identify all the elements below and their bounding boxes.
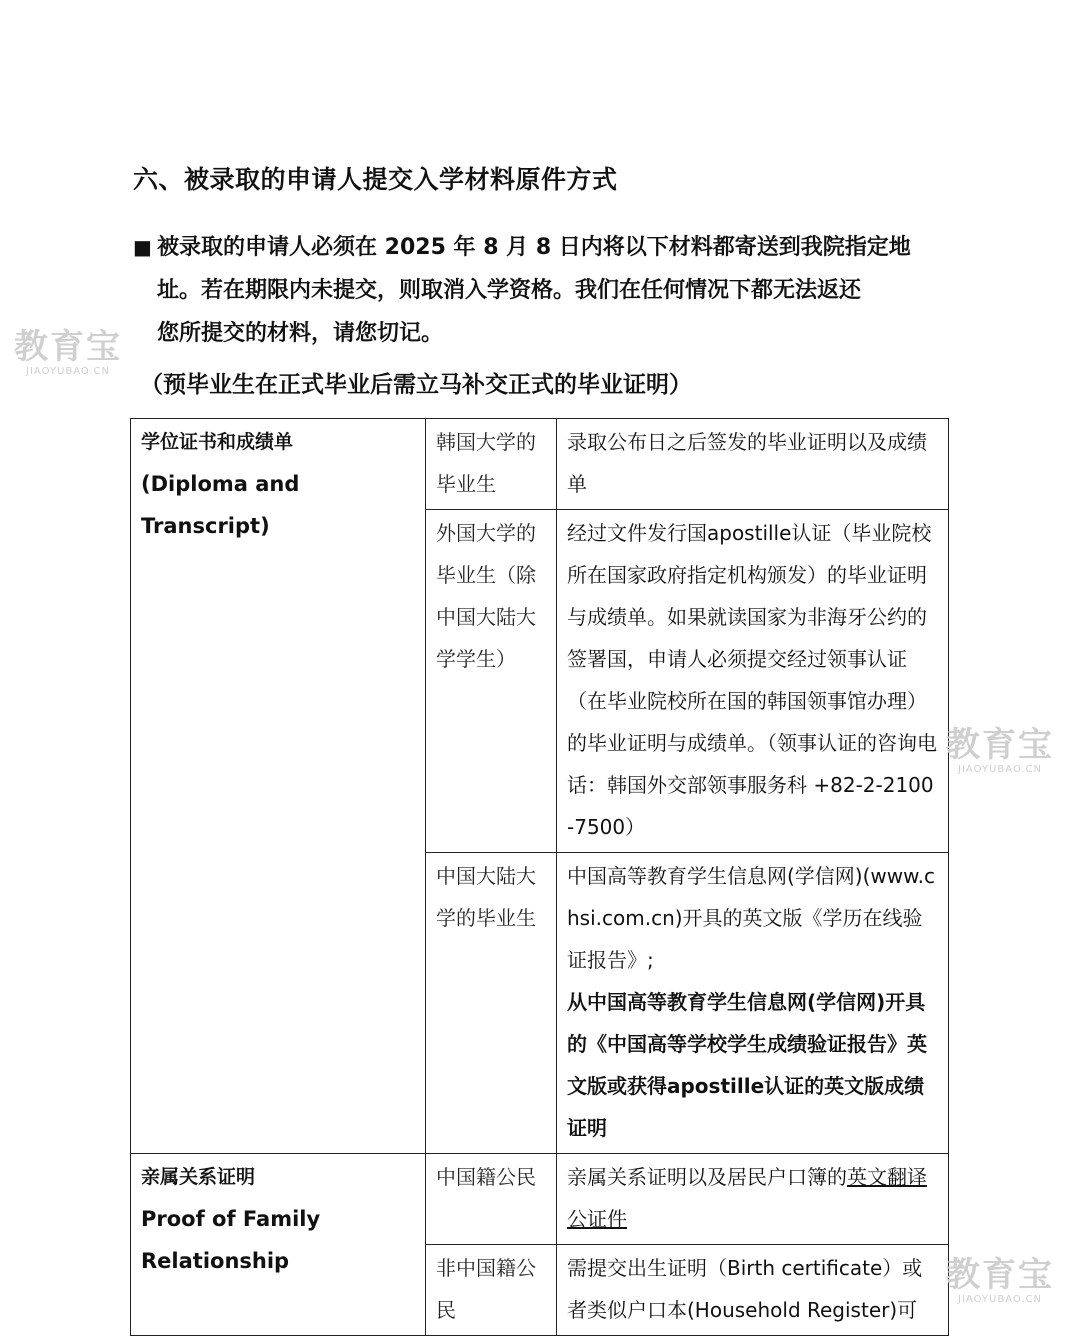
watermark-logo: 教育宝 JIAOYUBAO.CN	[14, 327, 122, 377]
notice-line-3: 您所提交的材料，请您切记。	[157, 321, 444, 346]
category-title-en: Transcript)	[141, 514, 270, 538]
section-heading: 六、被录取的申请人提交入学材料原件方式	[133, 165, 618, 194]
watermark-logo: 教育宝 JIAOYUBAO.CN	[946, 725, 1054, 775]
materials-table	[130, 418, 949, 1336]
requirement-text: 中国高等教育学生信息网(学信网)(www.chsi.com.cn)开具的英文版《学历在线验证报告》;	[567, 864, 935, 972]
requirement-text: 亲属关系证明以及居民户口簿的	[567, 1165, 847, 1189]
notice-line-1: 被录取的申请人必须在 2025 年 8 月 8 日内将以下材料都寄送到我院指定地	[157, 235, 911, 260]
notice-line-2: 址。若在期限内未提交，则取消入学资格。我们在任何情况下都无法返还	[157, 278, 862, 303]
category-title-en: Proof of Family	[141, 1207, 321, 1231]
requirement-text: 录取公布日之后签发的毕业证明以及成绩单	[567, 430, 927, 496]
category-title-en: (Diploma and	[141, 472, 300, 496]
applicant-type-cell: 韩国大学的毕业生	[426, 419, 557, 510]
table-row	[131, 1154, 949, 1245]
category-cell-diploma	[131, 419, 426, 1154]
notice-paragraph	[133, 226, 953, 355]
requirement-text: 需提交出生证明（Birth certificate）或者类似户口本(Household Register)可	[567, 1256, 923, 1322]
category-title-en: Relationship	[141, 1249, 290, 1273]
requirement-text: 从中国高等教育学生信息网(学信网)开具的《中国高等学校学生成绩验证报告》英文版或获得apostille认证的英文版成绩证明	[567, 990, 927, 1140]
applicant-type-cell: 外国大学的毕业生（除中国大陆大学学生）	[426, 510, 557, 853]
graduate-note: （预毕业生在正式毕业后需立马补交正式的毕业证明）	[140, 372, 692, 398]
requirement-cell	[557, 1245, 949, 1336]
requirement-cell	[557, 853, 949, 1154]
applicant-type-cell: 中国籍公民	[426, 1154, 557, 1245]
requirement-text: 经过文件发行国apostille认证（毕业院校所在国家政府指定机构颁发）的毕业证明与成绩单。如果就读国家为非海牙公约的签署国，申请人必须提交经过领事认证（在毕业院校所在国的韩国领事馆办理）的毕业证明与成绩单。（领事认证的咨询电话：韩国外交部领事服务科 +82-2-2100-7500）	[567, 521, 937, 839]
applicant-type-cell: 非中国籍公民	[426, 1245, 557, 1336]
requirement-cell	[557, 510, 949, 853]
category-title-cn: 学位证书和成绩单	[141, 431, 294, 453]
table-row	[131, 419, 949, 510]
requirement-cell	[557, 1154, 949, 1245]
bullet-square-icon: ■	[133, 235, 152, 259]
requirement-cell	[557, 419, 949, 510]
watermark-logo: 教育宝 JIAOYUBAO.CN	[946, 1255, 1054, 1305]
category-title-cn: 亲属关系证明	[141, 1166, 256, 1188]
applicant-type-cell: 中国大陆大学的毕业生	[426, 853, 557, 1154]
requirement-underlined-text: 英文翻译公证件	[567, 1165, 927, 1231]
category-cell-family	[131, 1154, 426, 1336]
